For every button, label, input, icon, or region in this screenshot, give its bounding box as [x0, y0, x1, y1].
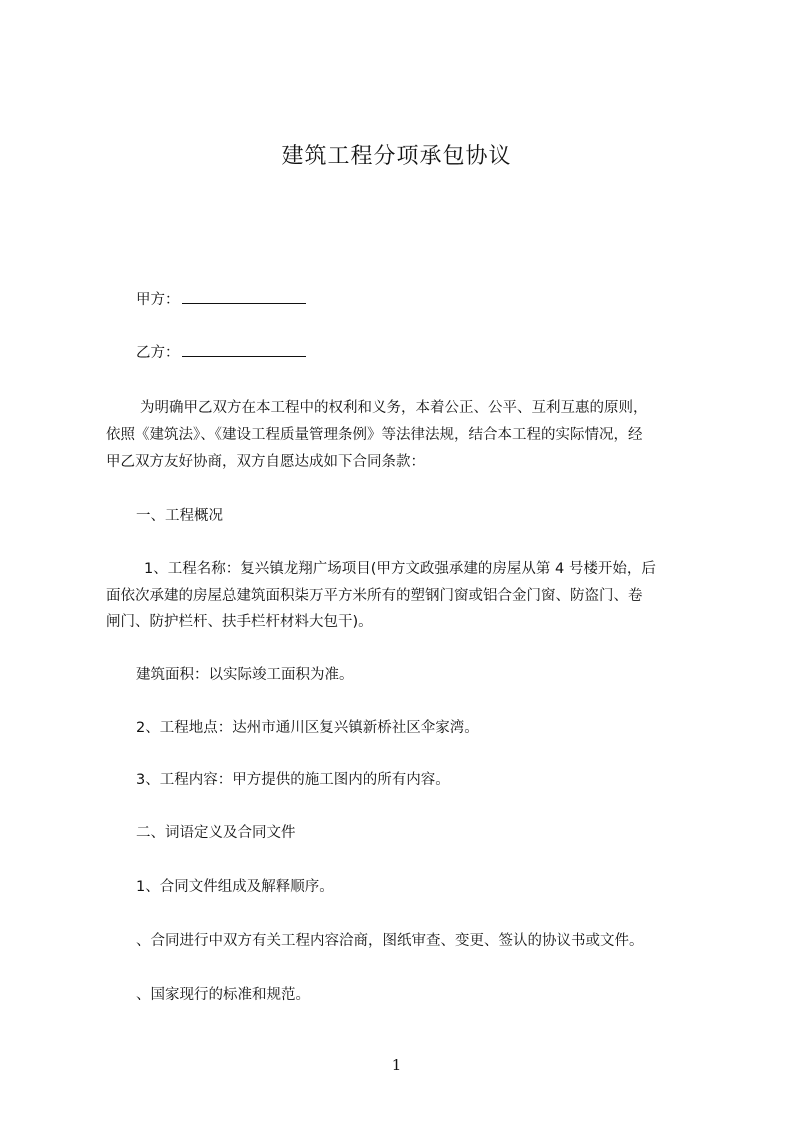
section2-item1b: 、国家现行的标准和规范。 [136, 987, 310, 1003]
item1-line-2: 面依次承建的房屋总建筑面积柒万平方米所有的塑钢门窗或铝合金门窗、防盗门、卷 [106, 588, 643, 604]
party-b-blank [182, 342, 306, 357]
section2-item1: 1、合同文件组成及解释顺序。 [136, 879, 334, 895]
document-title: 建筑工程分项承包协议 [281, 144, 512, 169]
party-b-line [136, 341, 306, 365]
section1-heading: 一、工程概况 [136, 508, 223, 524]
item1-line-3: 闸门、防护栏杆、扶手栏杆材料大包干)。 [106, 614, 373, 630]
party-a-line [136, 288, 306, 312]
section2-item1a: 、合同进行中双方有关工程内容洽商，图纸审查、变更、签认的协议书或文件。 [136, 933, 644, 949]
intro-line-3: 甲乙双方友好协商，双方自愿达成如下合同条款： [106, 454, 425, 470]
page-number: 1 [391, 1056, 402, 1074]
area-line: 建筑面积：以实际竣工面积为准。 [136, 667, 354, 683]
item1-line-1: 1、工程名称：复兴镇龙翔广场项目(甲方文政强承建的房屋从第 4 号楼开始，后 [144, 561, 656, 577]
item3-line: 3、工程内容：甲方提供的施工图内的所有内容。 [136, 772, 450, 788]
party-a-label: 甲方： [136, 292, 180, 308]
party-a-blank [182, 289, 306, 304]
section2-heading: 二、词语定义及合同文件 [136, 825, 296, 841]
intro-line-2: 依照《建筑法》、《建设工程质量管理条例》等法律法规，结合本工程的实际情况，经 [106, 427, 643, 443]
item2-line: 2、工程地点：达州市通川区复兴镇新桥社区伞家湾。 [136, 720, 479, 736]
intro-line-1: 为明确甲乙双方在本工程中的权利和义务，本着公正、公平、互利互惠的原则， [140, 400, 648, 416]
party-b-label: 乙方： [136, 345, 180, 361]
